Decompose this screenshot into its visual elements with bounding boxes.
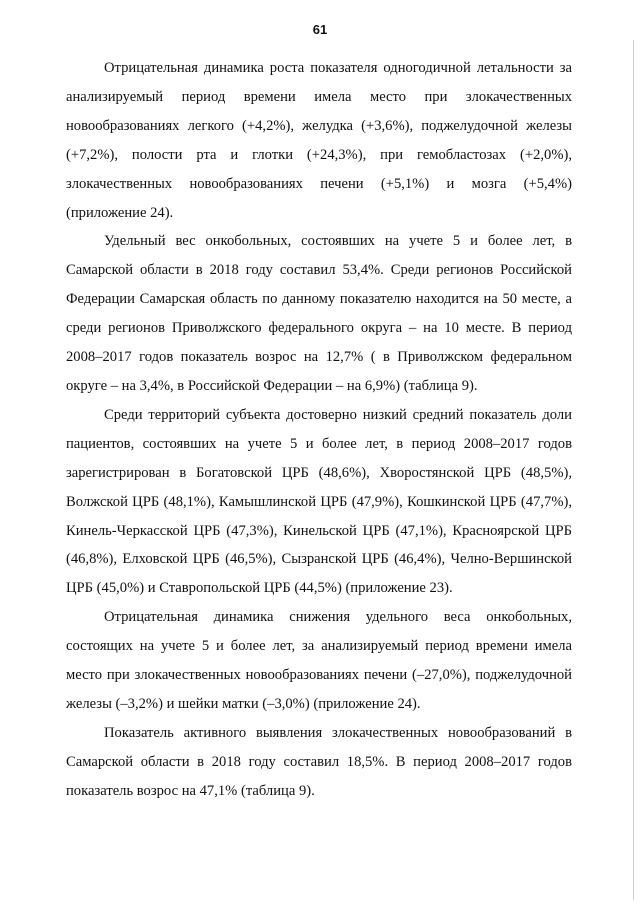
paragraph-negative-dynamics: Отрицательная динамика снижения удельного веса онкобольных, состоящих на учете 5 и более лет, за анализируемый период времени имела место при злокачественных новообразованиях печени (–27,0%), поджелудочной железы (–3,2%) и шейки матки (–3,0%) (приложение 24). bbox=[66, 609, 572, 712]
paragraph-active-detection: Показатель активного выявления злокачественных новообразований в Самарской области в 2018 году составил 18,5%. В период 2008–2017 годов показатель возрос на 47,1% (таблица 9). bbox=[66, 724, 572, 799]
document-body bbox=[66, 54, 572, 806]
scan-edge-line bbox=[633, 40, 634, 900]
page-number: 61 bbox=[312, 22, 328, 37]
paragraph-five-year-share: Удельный вес онкобольных, состоявших на учете 5 и более лет, в Самарской области в 2018 году составил 53,4%. Среди регионов Российской Федерации Самарская область по данному показателю находится на 50 месте, а среди регионов Приволжского федерального округа – на 10 месте. В период 2008–2017 годов показатель возрос на 12,7% ( в Приволжском федеральном округе – на 3,4%, в Российской Федерации – на 6,9%) (таблица 9). bbox=[66, 233, 572, 394]
paragraph-one-year-mortality: Отрицательная динамика роста показателя одногодичной летальности за анализируемый период времени имела место при злокачественных новообразованиях легкого (+4,2%), желудка (+3,6%), поджелудочной железы (+7,2%), полости рта и глотки (+24,3%), при гемобластозах (+2,0%), злокачественных новообразованиях печени (+5,1%) и мозга (+5,4%) (приложение 24). bbox=[66, 60, 572, 221]
paragraph-territories: Среди территорий субъекта достоверно низкий средний показатель доли пациентов, состоявших на учете 5 и более лет, в период 2008–2017 годов зарегистрирован в Богатовской ЦРБ (48,6%), Хворостянской ЦРБ (48,5%), Волжской ЦРБ (48,1%), Камышлинской ЦРБ (47,9%), Кошкинской ЦРБ (47,7%), Кинель-Черкасской ЦРБ (47,3%), Кинельской ЦРБ (47,1%), Красноярской ЦРБ (46,8%), Елховской ЦРБ (46,5%), Сызранской ЦРБ (46,4%), Челно-Вершинской ЦРБ (45,0%) и Ставропольской ЦРБ (44,5%) (приложение 23). bbox=[66, 406, 572, 597]
